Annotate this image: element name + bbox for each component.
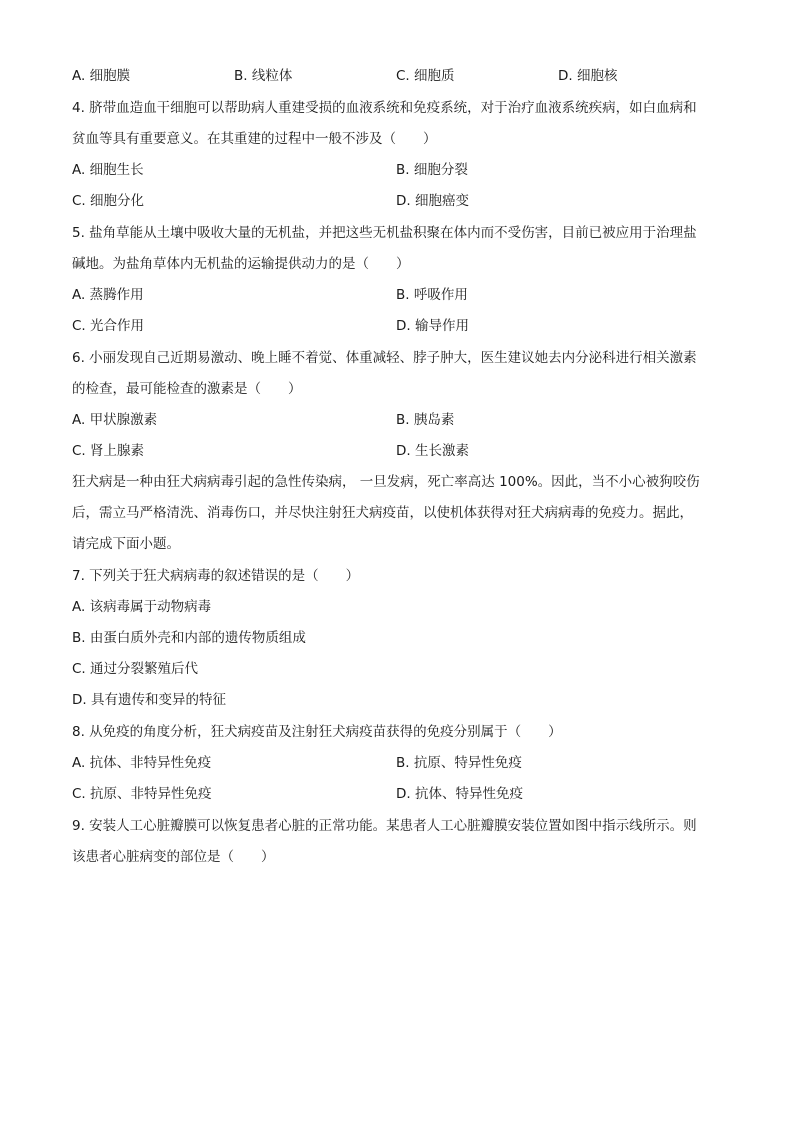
q9-stem-line-2: 该患者心脏病变的部位是（ ） [72, 849, 275, 865]
q4-option-b: B. 细胞分裂 [396, 162, 468, 178]
q4-option-d: D. 细胞癌变 [396, 193, 469, 209]
q5-option-b: B. 呼吸作用 [396, 287, 468, 303]
q5-stem-line-2: 碱地。为盐角草体内无机盐的运输提供动力的是（ ） [72, 256, 410, 272]
q6-stem-line-2: 的检查，最可能检查的激素是（ ） [72, 381, 302, 397]
q5-option-c: C. 光合作用 [72, 318, 145, 334]
q6-stem [72, 348, 722, 410]
q4-stem-line-1: 4. 脐带血造血干细胞可以帮助病人重建受损的血液系统和免疫系统，对于治疗血液系统疾病，如白血病和 [72, 100, 697, 116]
q6-option-b: B. 胰岛素 [396, 412, 455, 428]
q3-option-d: D. 细胞核 [558, 68, 618, 84]
q4-option-a: A. 细胞生长 [72, 162, 144, 178]
q7-stem: 7. 下列关于狂犬病病毒的叙述错误的是（ ） [72, 568, 360, 584]
q6-option-c: C. 肾上腺素 [72, 443, 145, 459]
q4-option-c: C. 细胞分化 [72, 193, 145, 209]
q8-option-a: A. 抗体、非特异性免疫 [72, 755, 212, 771]
q5-option-d: D. 输导作用 [396, 318, 469, 334]
passage-line-2: 后，需立马严格清洗、消毒伤口，并尽快注射狂犬病疫苗，以使机体获得对狂犬病病毒的免疫力。据此， [72, 505, 693, 521]
q6-stem-line-1: 6. 小丽发现自己近期易激动、晚上睡不着觉、体重减轻、脖子肿大，医生建议她去内分泌科进行相关激素 [72, 350, 697, 366]
rabies-passage [72, 472, 722, 565]
q3-option-b: B. 线粒体 [234, 68, 293, 84]
q7-option-a: A. 该病毒属于动物病毒 [72, 599, 212, 615]
q5-stem-line-1: 5. 盐角草能从土壤中吸收大量的无机盐，并把这些无机盐积聚在体内而不受伤害，目前已被应用于治理盐 [72, 225, 697, 241]
q5-option-a: A. 蒸腾作用 [72, 287, 144, 303]
q7-option-d: D. 具有遗传和变异的特征 [72, 692, 226, 708]
q3-option-c: C. 细胞质 [396, 68, 455, 84]
q7-option-c: C. 通过分裂繁殖后代 [72, 661, 199, 677]
q7-option-b: B. 由蛋白质外壳和内部的遗传物质组成 [72, 630, 306, 646]
q9-stem [72, 816, 722, 878]
q4-stem [72, 98, 722, 160]
q6-option-d: D. 生长激素 [396, 443, 469, 459]
passage-line-1: 狂犬病是一种由狂犬病病毒引起的急性传染病， 一旦发病，死亡率高达 100%。因此，当不小心被狗咬伤 [72, 474, 700, 490]
q8-option-b: B. 抗原、特异性免疫 [396, 755, 522, 771]
q4-stem-line-2: 贫血等具有重要意义。在其重建的过程中一般不涉及（ ） [72, 131, 437, 147]
q8-stem: 8. 从免疫的角度分析，狂犬病疫苗及注射狂犬病疫苗获得的免疫分别属于（ ） [72, 724, 562, 740]
q8-option-c: C. 抗原、非特异性免疫 [72, 786, 212, 802]
passage-line-3: 请完成下面小题。 [72, 536, 180, 552]
q8-option-d: D. 抗体、特异性免疫 [396, 786, 523, 802]
q3-option-a: A. 细胞膜 [72, 68, 131, 84]
q6-option-a: A. 甲状腺激素 [72, 412, 158, 428]
q5-stem [72, 223, 722, 285]
q9-stem-line-1: 9. 安装人工心脏瓣膜可以恢复患者心脏的正常功能。某患者人工心脏瓣膜安装位置如图中指示线所示。则 [72, 818, 697, 834]
